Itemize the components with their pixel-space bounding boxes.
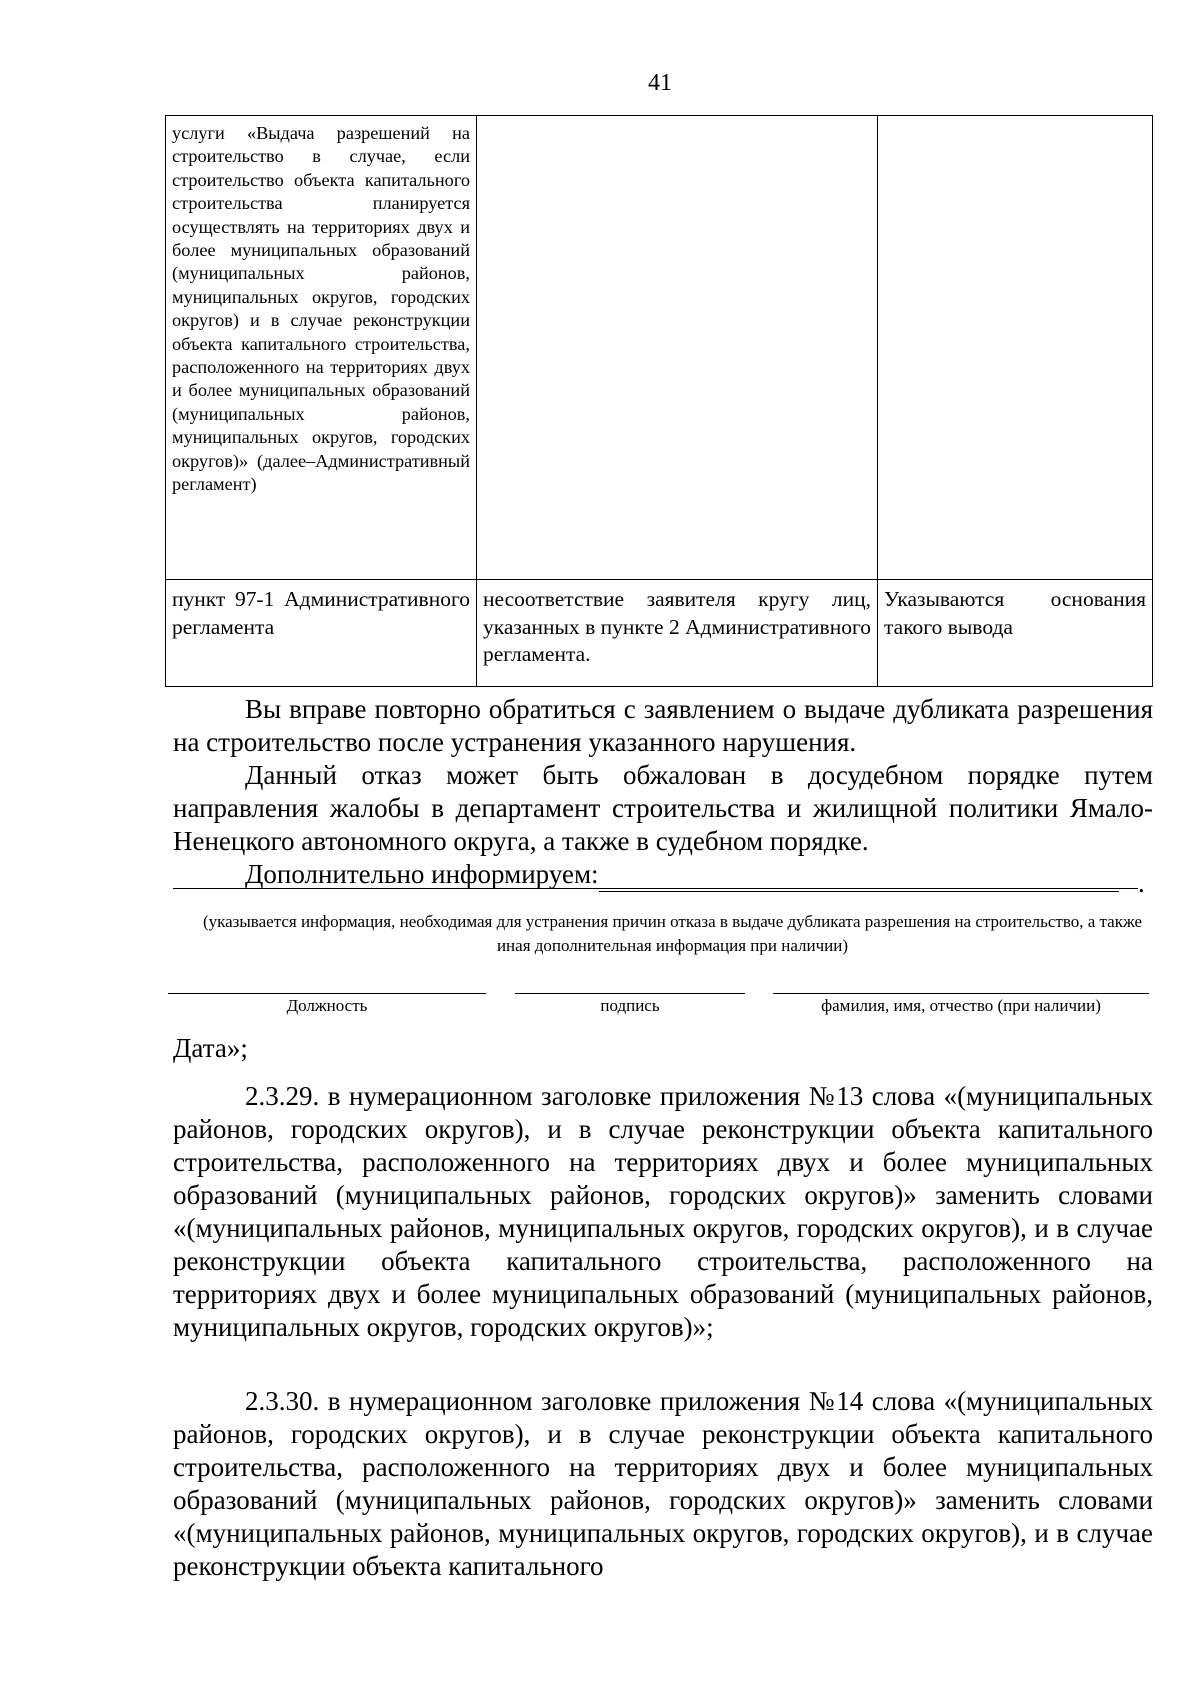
paragraph-additional-info	[173, 858, 1153, 892]
table-cell-explanation	[878, 116, 1153, 580]
clause-2-3-29	[173, 1080, 1153, 1344]
refusal-table	[165, 115, 1153, 687]
table-cell-reason	[477, 116, 878, 580]
table-cell-reference: пункт 97-1 Административного регламента	[166, 580, 477, 687]
position-label: Должность	[168, 993, 486, 1016]
table-cell-reference: услуги «Выдача разрешений на строительство в случае, если строительство объекта капитального строительства планируется осуществлять на территориях двух и более муниципальных образований (муниципальных районов, муниципальных округов, городских округов) и в случае реконструкции объекта капитального строительства, расположенного на территориях двух и более муниципальных образований (муниципальных районов, муниципальных округов, городских округов)» (далее–Административный регламент)	[166, 116, 477, 580]
page-number: 41	[648, 70, 672, 96]
table-cell-reason: несоответствие заявителя кругу лиц, указанных в пункте 2 Административного регламента.	[477, 580, 878, 687]
table-cell-explanation: Указываются основания такого вывода	[878, 580, 1153, 687]
clause-2-3-30-text: 2.3.30. в нумерационном заголовке приложения №14 слова «(муниципальных районов, городских округов), и в случае реконструкции объекта капитального строительства, расположенного на территориях двух и более муниципальных образований (муниципальных районов, городских округов)» заменить словами «(муниципальных районов, муниципальных округов, городских округов), и в случае реконструкции объекта капитального	[173, 1386, 1153, 1581]
table-row	[166, 580, 1153, 687]
full-name-label: фамилия, имя, отчество (при наличии)	[773, 993, 1149, 1016]
table-row	[166, 116, 1153, 580]
clause-2-3-30	[173, 1385, 1153, 1583]
additional-info-label: Дополнительно информируем:	[245, 859, 599, 889]
additional-info-fill-line-2	[173, 888, 1138, 889]
additional-info-end: .	[1138, 868, 1145, 898]
additional-info-hint: (указывается информация, необходимая для устранения причин отказа в выдаче дубликата разрешения на строительство, а также иная дополнительная информация при наличии)	[202, 912, 1143, 955]
paragraph-reapply: Вы вправе повторно обратиться с заявлением о выдаче дубликата разрешения на строительство после устранения указанного нарушения.	[173, 694, 1153, 757]
signature-label: подпись	[515, 993, 745, 1016]
clause-2-3-29-text: 2.3.29. в нумерационном заголовке приложения №13 слова «(муниципальных районов, городских округов), и в случае реконструкции объекта капитального строительства, расположенного на территориях двух и более муниципальных образований (муниципальных районов, городских округов)» заменить словами «(муниципальных районов, муниципальных округов, городских округов), и в случае реконструкции объекта капитального строительства, расположенного на территориях двух и более муниципальных образований (муниципальных районов, муниципальных округов, городских округов)»;	[173, 1081, 1153, 1342]
notice-body	[173, 693, 1153, 892]
date-label: Дата»;	[173, 1033, 248, 1063]
paragraph-appeal: Данный отказ может быть обжалован в досудебном порядке путем направления жалобы в департамент строительства и жилищной политики Ямало-Ненецкого автономного округа, а также в судебном порядке.	[173, 760, 1153, 856]
additional-info-fill-line	[599, 858, 1119, 892]
